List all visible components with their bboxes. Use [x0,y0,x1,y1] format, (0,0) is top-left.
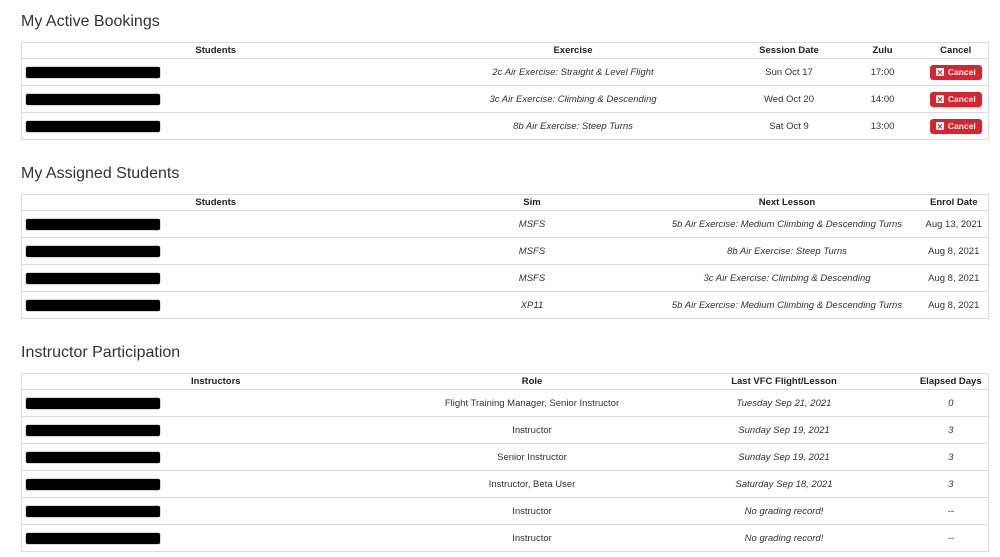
student-name-redacted [22,86,410,113]
assigned-students-title: My Assigned Students [21,165,180,182]
role-cell: Instructor [410,417,655,444]
cancel-label: Cancel [947,121,976,131]
close-square-icon [936,122,944,130]
close-square-icon [936,68,944,76]
zulu-cell: 17:00 [842,59,924,86]
table-row [22,59,989,86]
column-header: Enrol Date [920,195,989,211]
cancel-cell [924,86,989,113]
student-name-redacted [22,265,410,292]
table-row [22,417,989,444]
table-row [22,86,989,113]
enrol-date-cell: Aug 8, 2021 [920,265,989,292]
last-flight-cell: Tuesday Sep 21, 2021 [655,390,914,417]
column-header: Next Lesson [655,195,920,211]
student-name-redacted [22,59,410,86]
table-row [22,498,989,525]
exercise-cell: 8b Air Exercise: Steep Turns [410,113,737,140]
elapsed-days-cell: -- [914,498,989,525]
role-cell: Instructor, Beta User [410,471,655,498]
instructor-participation-title: Instructor Participation [21,344,181,361]
role-cell: Flight Training Manager, Senior Instructor [410,390,655,417]
column-header: Cancel [924,43,989,59]
session-date-cell: Wed Oct 20 [737,86,842,113]
column-header: Sim [410,195,655,211]
cancel-booking-button[interactable] [930,65,982,80]
last-flight-cell: No grading record! [655,525,914,552]
last-flight-cell: Saturday Sep 18, 2021 [655,471,914,498]
table-row [22,471,989,498]
role-cell: Instructor [410,498,655,525]
table-row [22,444,989,471]
cancel-cell [924,113,989,140]
cancel-label: Cancel [947,67,976,77]
table-row [22,265,989,292]
elapsed-days-cell: 3 [914,417,989,444]
sim-cell: MSFS [410,238,655,265]
table-header-row [22,374,989,390]
cancel-cell [924,59,989,86]
elapsed-days-cell: 3 [914,471,989,498]
elapsed-days-cell: 0 [914,390,989,417]
sim-cell: MSFS [410,211,655,238]
instructor-name-redacted [22,498,410,525]
last-flight-cell: Sunday Sep 19, 2021 [655,417,914,444]
elapsed-days-cell: -- [914,525,989,552]
last-flight-cell: Sunday Sep 19, 2021 [655,444,914,471]
exercise-cell: 3c Air Exercise: Climbing & Descending [410,86,737,113]
student-name-redacted [22,211,410,238]
column-header: Session Date [737,43,842,59]
column-header: Last VFC Flight/Lesson [655,374,914,390]
column-header: Instructors [22,374,410,390]
table-row [22,390,989,417]
instructor-participation-table [21,373,989,552]
enrol-date-cell: Aug 8, 2021 [920,238,989,265]
instructor-name-redacted [22,417,410,444]
zulu-cell: 14:00 [842,86,924,113]
next-lesson-cell: 3c Air Exercise: Climbing & Descending [655,265,920,292]
column-header: Zulu [842,43,924,59]
table-row [22,525,989,552]
last-flight-cell: No grading record! [655,498,914,525]
column-header: Students [22,43,410,59]
table-header-row [22,43,989,59]
column-header: Role [410,374,655,390]
active-bookings-table [21,42,989,140]
table-row [22,238,989,265]
session-date-cell: Sun Oct 17 [737,59,842,86]
column-header: Exercise [410,43,737,59]
role-cell: Instructor [410,525,655,552]
table-row [22,113,989,140]
sim-cell: MSFS [410,265,655,292]
student-name-redacted [22,292,410,319]
table-header-row [22,195,989,211]
instructor-name-redacted [22,390,410,417]
next-lesson-cell: 8b Air Exercise: Steep Turns [655,238,920,265]
role-cell: Senior Instructor [410,444,655,471]
enrol-date-cell: Aug 13, 2021 [920,211,989,238]
student-name-redacted [22,238,410,265]
next-lesson-cell: 5b Air Exercise: Medium Climbing & Descending Turns [655,211,920,238]
close-square-icon [936,95,944,103]
session-date-cell: Sat Oct 9 [737,113,842,140]
assigned-students-table [21,194,989,319]
exercise-cell: 2c Air Exercise: Straight & Level Flight [410,59,737,86]
instructor-name-redacted [22,525,410,552]
cancel-label: Cancel [947,94,976,104]
column-header: Elapsed Days [914,374,989,390]
zulu-cell: 13:00 [842,113,924,140]
cancel-booking-button[interactable] [930,119,982,134]
instructor-name-redacted [22,444,410,471]
enrol-date-cell: Aug 8, 2021 [920,292,989,319]
next-lesson-cell: 5b Air Exercise: Medium Climbing & Descending Turns [655,292,920,319]
sim-cell: XP11 [410,292,655,319]
elapsed-days-cell: 3 [914,444,989,471]
table-row [22,211,989,238]
active-bookings-title: My Active Bookings [21,13,160,30]
table-row [22,292,989,319]
student-name-redacted [22,113,410,140]
cancel-booking-button[interactable] [930,92,982,107]
instructor-name-redacted [22,471,410,498]
column-header: Students [22,195,410,211]
